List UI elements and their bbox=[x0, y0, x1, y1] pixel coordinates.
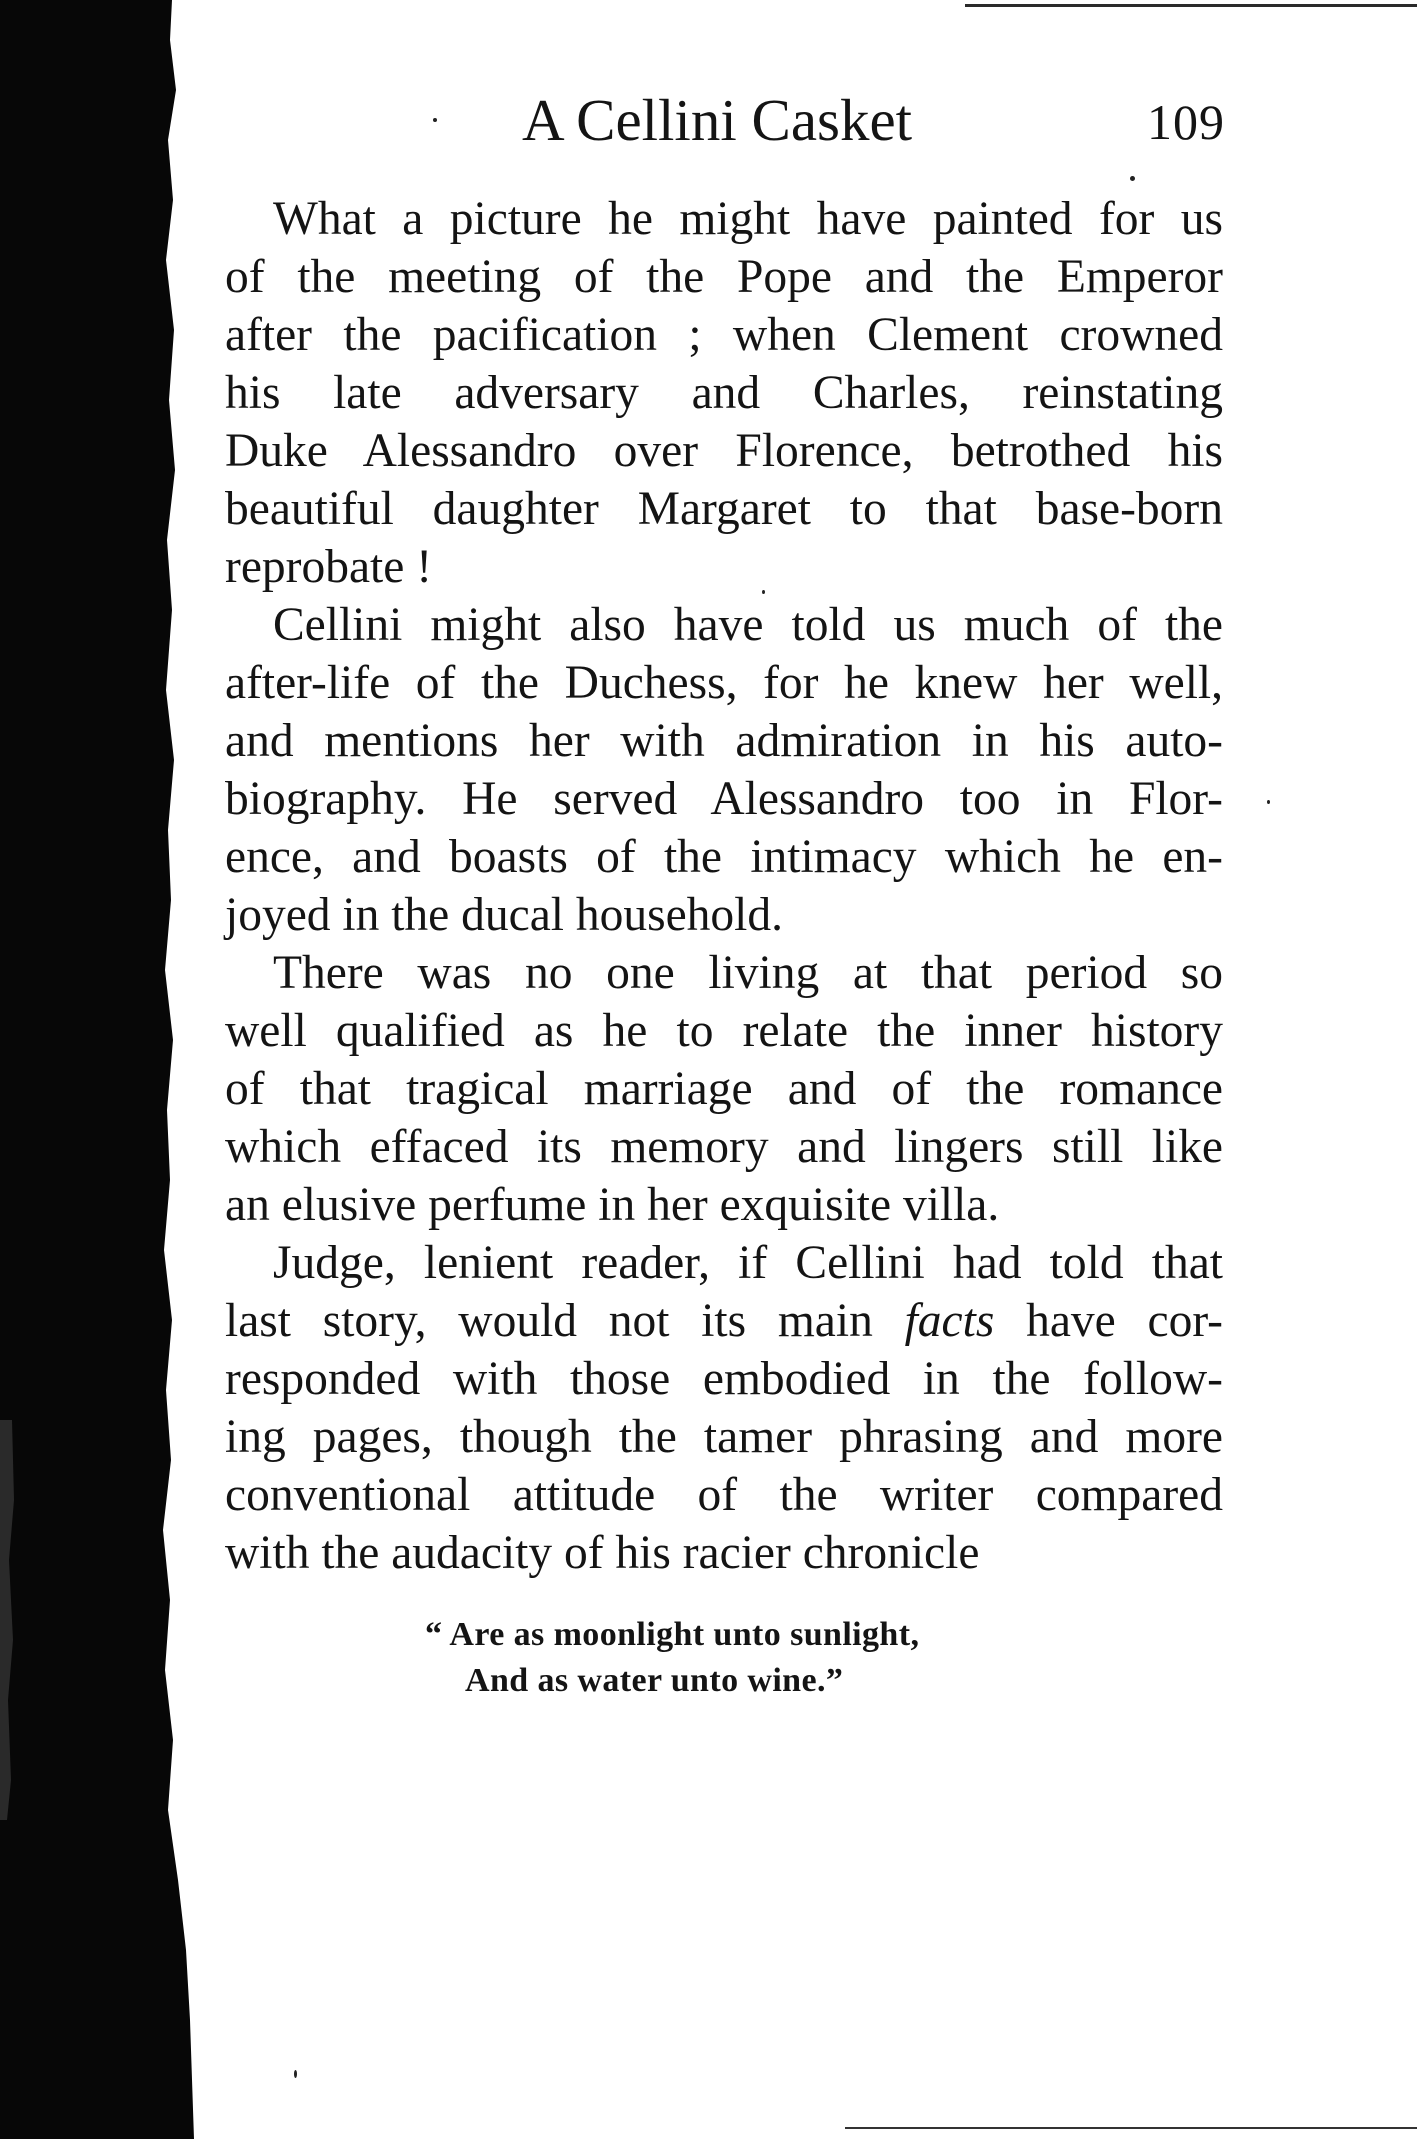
text-line: Judge, lenient reader, if Cellini had told that bbox=[273, 1237, 1223, 1289]
paragraph-3 bbox=[225, 944, 1223, 1234]
quote-line: “ Are as moonlight unto sunlight, bbox=[425, 1616, 920, 1653]
text-line: after-life of the Duchess, for he knew her well, bbox=[225, 657, 1223, 709]
verse-quotation bbox=[425, 1612, 919, 1704]
text-line: joyed in the ducal household. bbox=[225, 889, 784, 941]
text-line bbox=[225, 1292, 1223, 1350]
text-line: conventional attitude of the writer compared bbox=[225, 1469, 1223, 1521]
text-line: an elusive perfume in her exquisite villa. bbox=[225, 1179, 1000, 1231]
paragraph-4 bbox=[225, 1234, 1223, 1582]
text-line: ence, and boasts of the intimacy which he en- bbox=[225, 831, 1223, 883]
ink-speck bbox=[1130, 176, 1135, 181]
text-line: There was no one living at that period so bbox=[273, 947, 1223, 999]
bottom-rule bbox=[845, 2127, 1417, 2129]
quote-line: And as water unto wine.” bbox=[465, 1662, 844, 1699]
page-number: 109 bbox=[1147, 94, 1225, 150]
text-line: his late adversary and Charles, reinstating bbox=[225, 367, 1223, 419]
ink-speck bbox=[762, 590, 765, 594]
text-line: responded with those embodied in the follow- bbox=[225, 1353, 1223, 1405]
text-fragment: have cor- bbox=[994, 1295, 1224, 1347]
text-line: which effaced its memory and lingers still like bbox=[225, 1121, 1223, 1173]
text-line: after the pacification ; when Clement crowned bbox=[225, 309, 1223, 361]
text-line: Duke Alessandro over Florence, betrothed his bbox=[225, 425, 1223, 477]
text-line: What a picture he might have painted for us bbox=[273, 193, 1223, 245]
paragraph-2 bbox=[225, 596, 1223, 944]
ink-speck bbox=[433, 118, 437, 122]
text-line: ing pages, though the tamer phrasing and more bbox=[225, 1411, 1223, 1463]
text-line: beautiful daughter Margaret to that base-born bbox=[225, 483, 1223, 535]
text-fragment: last story, would not its main bbox=[225, 1295, 905, 1347]
top-rule bbox=[965, 4, 1417, 7]
text-line: of the meeting of the Pope and the Emperor bbox=[225, 251, 1223, 303]
text-line: of that tragical marriage and of the romance bbox=[225, 1063, 1223, 1115]
ink-speck bbox=[1267, 800, 1270, 804]
scanned-page-edge bbox=[0, 0, 195, 2139]
text-line: reprobate ! bbox=[225, 541, 433, 593]
paragraph-1 bbox=[225, 190, 1223, 596]
text-line: with the audacity of his racier chronicle bbox=[225, 1527, 980, 1579]
text-line: well qualified as he to relate the inner history bbox=[225, 1005, 1223, 1057]
ink-speck bbox=[294, 2070, 297, 2078]
italic-emphasis: facts bbox=[904, 1295, 995, 1347]
text-line: and mentions her with admiration in his auto- bbox=[225, 715, 1223, 767]
page-header bbox=[225, 80, 1225, 160]
text-line: Cellini might also have told us much of the bbox=[273, 599, 1223, 651]
text-line: biography. He served Alessandro too in Flor- bbox=[225, 773, 1223, 825]
running-title: A Cellini Casket bbox=[522, 87, 913, 153]
body-text bbox=[225, 190, 1223, 1582]
